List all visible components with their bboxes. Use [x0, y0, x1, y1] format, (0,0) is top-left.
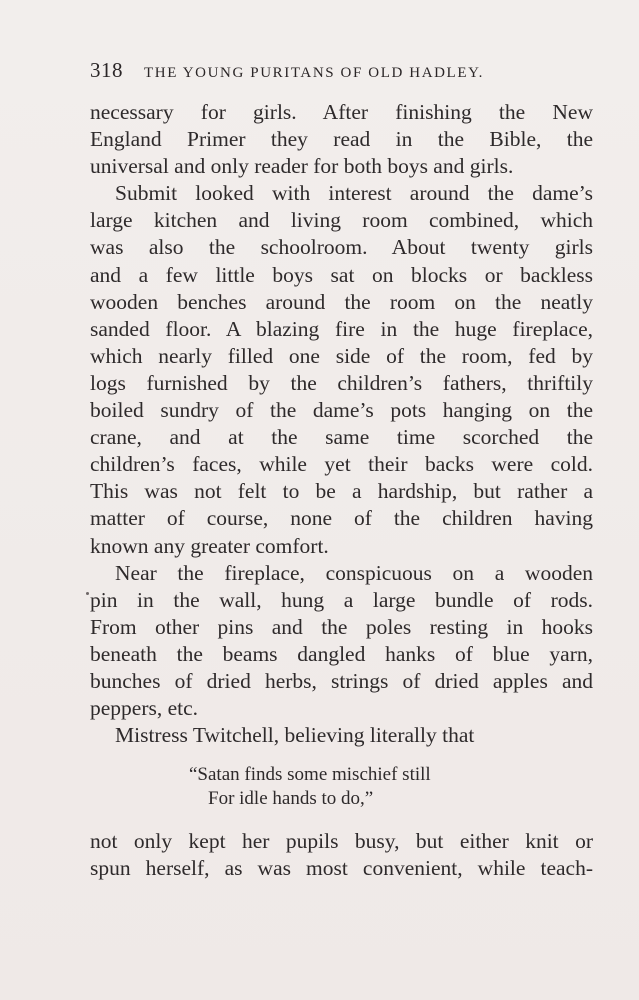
text-line: which nearly filled one side of the room, fed by	[90, 343, 593, 368]
page-number: 318	[90, 58, 123, 82]
text-line: sanded floor. A blazing fire in the huge fireplace,	[90, 316, 593, 341]
text-line: logs furnished by the children’s fathers, thriftily	[90, 370, 593, 395]
text-line: spun herself, as was most convenient, while teach-	[90, 856, 593, 881]
body-text-after-quote	[90, 828, 593, 882]
running-head	[90, 58, 550, 88]
text-line: not only kept her pupils busy, but either knit or	[90, 829, 593, 853]
text-line: and a few little boys sat on blocks or backless	[90, 262, 593, 287]
text-line: pin in the wall, hung a large bundle of rods.	[90, 587, 593, 612]
text-line: matter of course, none of the children having	[90, 506, 593, 531]
text-line: beneath the beams dangled hanks of blue yarn,	[90, 641, 593, 666]
text-line: was also the schoolroom. About twenty girls	[90, 235, 593, 260]
text-line: wooden benches around the room on the neatly	[90, 289, 593, 314]
text-line: This was not felt to be a hardship, but rather a	[90, 479, 593, 504]
text-line: Mistress Twitchell, believing literally that	[115, 723, 475, 748]
text-line: known any greater comfort.	[90, 533, 329, 558]
text-line: large kitchen and living room combined, which	[90, 208, 593, 233]
quote-line: For idle hands to do,”	[208, 788, 374, 809]
text-line: universal and only reader for both boys and girls.	[90, 154, 514, 179]
text-line: boiled sundry of the dame’s pots hanging on the	[90, 398, 593, 423]
text-line: bunches of dried herbs, strings of dried apples and	[90, 668, 593, 693]
verse-quote	[189, 763, 509, 811]
text-line: From other pins and the poles resting in hooks	[90, 614, 593, 639]
text-line: necessary for girls. After finishing the New	[90, 100, 593, 124]
text-line: England Primer they read in the Bible, the	[90, 127, 593, 152]
body-text-before-quote	[90, 99, 593, 749]
text-line: crane, and at the same time scorched the	[90, 425, 593, 450]
text-line: Submit looked with interest around the dame’s	[115, 181, 593, 206]
quote-line: “Satan finds some mischief still	[189, 764, 431, 785]
text-line: peppers, etc.	[90, 696, 199, 721]
text-line: children’s faces, while yet their backs were cold.	[90, 452, 593, 477]
running-title: THE YOUNG PURITANS OF OLD HADLEY.	[144, 65, 484, 81]
ink-speck	[86, 592, 89, 595]
text-line: Near the fireplace, conspicuous on a wooden	[115, 560, 593, 585]
